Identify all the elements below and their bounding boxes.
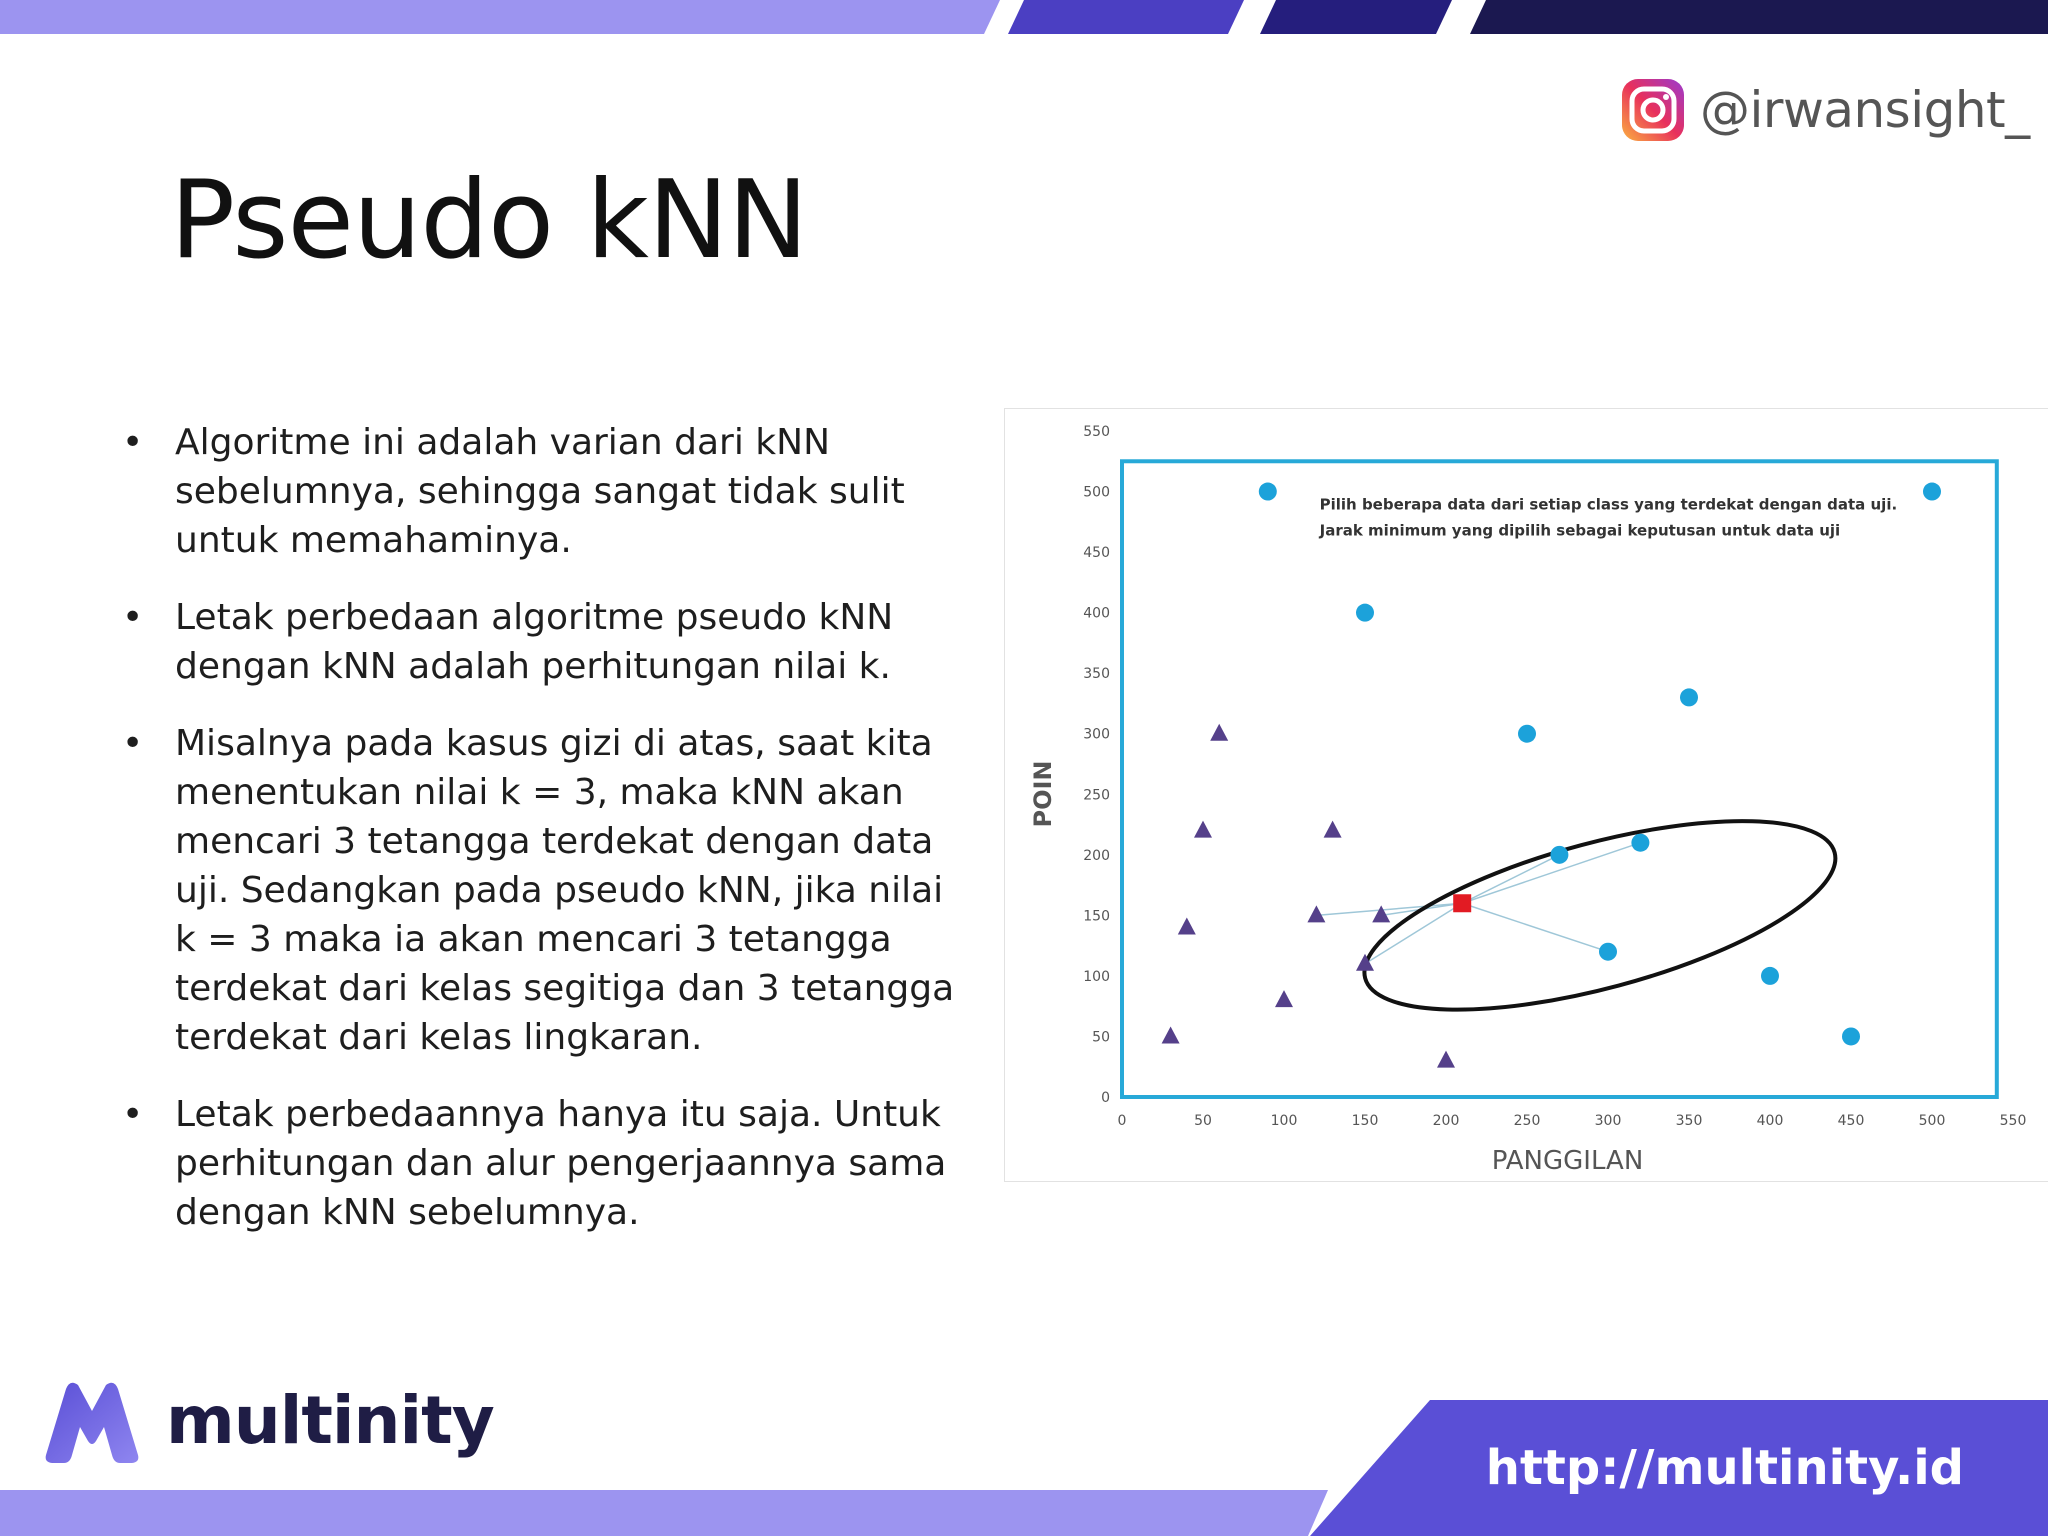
triangle-class-point [1178,917,1196,934]
banner-indigo-stripe [1008,0,1244,34]
x-tick-label: 50 [1194,1113,1212,1129]
instagram-icon [1620,77,1686,143]
triangle-class-point [1437,1051,1455,1068]
y-tick-label: 50 [1092,1029,1110,1046]
x-tick-label: 500 [1918,1113,1946,1129]
triangle-class-point [1275,990,1293,1007]
bullet-icon: • [122,422,144,463]
y-tick-label: 200 [1083,847,1110,864]
bullet-item [120,1090,960,1237]
bullet-list [120,418,960,1265]
chart-annotation: Pilih beberapa data dari setiap class yang terdekat dengan data uji. [1319,495,1898,514]
circle-class-point [1259,483,1277,501]
bullet-icon: • [122,1094,144,1135]
y-tick-label: 450 [1083,545,1110,562]
circle-class-point [1599,943,1617,961]
instagram-handle: @irwansight_ [1700,81,2030,139]
neighbor-line [1462,855,1559,903]
triangle-class-point [1210,724,1228,741]
bullet-text: Letak perbedaannya hanya itu saja. Untuk perhitungan dan alur pengerjaannya sama dengan kNN sebelumnya. [175,1094,947,1233]
x-tick-label: 250 [1513,1113,1541,1129]
scatter-chart-svg [1005,409,2048,1181]
scatter-chart [1004,408,2048,1182]
neighborhood-ellipse [1346,782,1853,1048]
y-tick-label: 300 [1083,726,1110,743]
bullet-item [120,418,960,565]
bullet-text: Letak perbedaan algoritme pseudo kNN dengan kNN adalah perhitungan nilai k. [175,597,894,687]
circle-class-point [1550,846,1568,864]
triangle-class-point [1307,905,1325,922]
circle-class-point [1842,1027,1860,1045]
y-tick-label: 150 [1083,908,1110,925]
banner-lavender-stripe [0,0,1000,34]
x-tick-label: 300 [1594,1113,1622,1129]
x-tick-label: 0 [1117,1113,1127,1129]
y-tick-label: 100 [1083,968,1110,985]
plot-area-border [1122,461,1997,1097]
bullet-item [120,719,960,1062]
bullet-text: Algoritme ini adalah varian dari kNN sebelumnya, sehingga sangat tidak sulit untuk memahaminya. [175,422,905,561]
multinity-logo-text: multinity [166,1381,494,1459]
circle-class-point [1356,604,1374,622]
circle-class-point [1761,967,1779,985]
triangle-class-point [1324,821,1342,838]
y-tick-label: 350 [1083,666,1110,683]
bullet-item [120,593,960,691]
y-tick-label: 400 [1083,605,1110,622]
y-tick-label: 550 [1083,424,1110,440]
bullet-icon: • [122,597,144,638]
y-tick-label: 250 [1083,787,1110,804]
banner-lavender-bar [0,1490,1328,1536]
y-tick-label: 500 [1083,484,1110,501]
x-tick-label: 350 [1675,1113,1703,1129]
x-tick-label: 550 [1999,1113,2027,1129]
top-banner [0,0,2048,34]
social-handle [1620,70,2030,150]
triangle-class-point [1194,821,1212,838]
circle-class-point [1518,725,1536,743]
circle-class-point [1680,688,1698,706]
banner-navy-stripe [1470,0,2048,34]
x-tick-label: 200 [1432,1113,1460,1129]
circle-class-point [1923,483,1941,501]
y-axis-label: POIN [1029,760,1057,828]
test-data-point [1453,894,1471,912]
x-tick-label: 400 [1756,1113,1784,1129]
chart-annotation: Jarak minimum yang dipilih sebagai keputusan untuk data uji [1319,521,1841,540]
banner-dark-indigo-stripe [1260,0,1452,34]
x-tick-label: 150 [1351,1113,1379,1129]
bullet-icon: • [122,723,144,764]
website-url: http://multinity.id [1485,1440,1964,1496]
x-tick-label: 100 [1270,1113,1298,1129]
y-tick-label: 0 [1101,1090,1110,1106]
x-tick-label: 450 [1837,1113,1865,1129]
x-axis-label: PANGGILAN [1491,1146,1644,1176]
circle-class-point [1631,834,1649,852]
neighbor-line [1462,903,1608,951]
slide-title: Pseudo kNN [170,158,808,283]
bullet-text: Misalnya pada kasus gizi di atas, saat kita menentukan nilai k = 3, maka kNN akan mencari 3 tetangga terdekat dengan data uji. Sedangkan pada pseudo kNN, jika nilai k = 3 maka ia akan mencari 3 tetangga terdekat dari kelas segitiga dan 3 tetangga terdekat dari kelas lingkaran. [175,723,955,1058]
triangle-class-point [1162,1026,1180,1043]
